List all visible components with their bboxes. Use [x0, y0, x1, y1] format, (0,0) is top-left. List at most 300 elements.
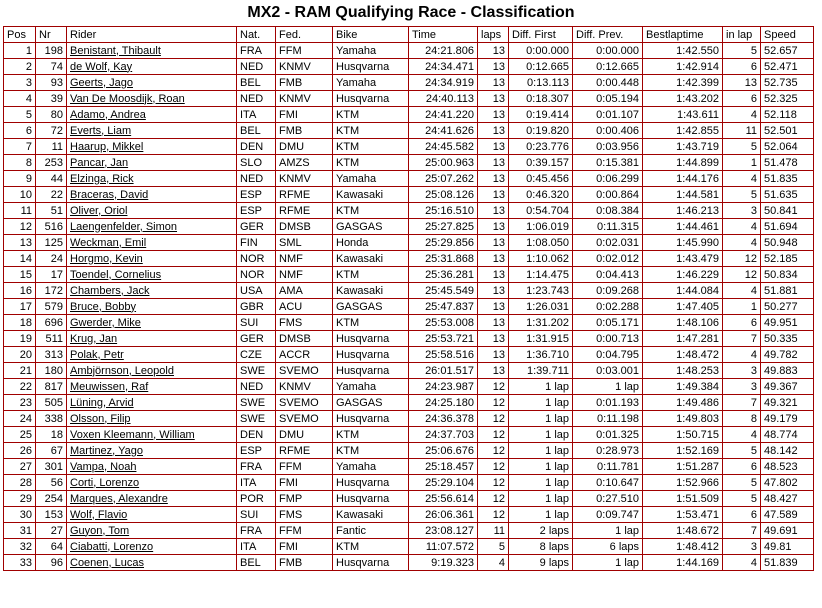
- diff-prev-cell: 0:02.288: [573, 299, 643, 315]
- in-lap-cell: 3: [723, 379, 761, 395]
- diff-first-cell: 1:31.202: [509, 315, 573, 331]
- time-cell: 24:41.220: [409, 107, 478, 123]
- rider-link[interactable]: Ambjörnson, Leopold: [67, 363, 237, 379]
- rider-link[interactable]: Marques, Alexandre: [67, 491, 237, 507]
- rider-link[interactable]: Geerts, Jago: [67, 75, 237, 91]
- fed-cell: FFM: [276, 459, 333, 475]
- nat-cell: DEN: [237, 139, 276, 155]
- laps-cell: 13: [478, 315, 509, 331]
- speed-cell: 51.694: [761, 219, 814, 235]
- table-row: [4, 491, 814, 507]
- bike-cell: GASGAS: [333, 299, 409, 315]
- rider-link[interactable]: Adamo, Andrea: [67, 107, 237, 123]
- diff-prev-cell: 1 lap: [573, 379, 643, 395]
- diff-first-cell: 1:23.743: [509, 283, 573, 299]
- rider-link[interactable]: Weckman, Emil: [67, 235, 237, 251]
- diff-first-cell: 1:26.031: [509, 299, 573, 315]
- rider-link[interactable]: Laengenfelder, Simon: [67, 219, 237, 235]
- results-table: [3, 26, 814, 571]
- nat-cell: SWE: [237, 363, 276, 379]
- laps-cell: 13: [478, 155, 509, 171]
- table-row: [4, 75, 814, 91]
- diff-prev-cell: 0:12.665: [573, 59, 643, 75]
- nr-cell: 44: [36, 171, 67, 187]
- rider-link[interactable]: Olsson, Filip: [67, 411, 237, 427]
- diff-first-cell: 1:08.050: [509, 235, 573, 251]
- table-row: [4, 203, 814, 219]
- pos-cell: 9: [4, 171, 36, 187]
- rider-link[interactable]: Guyon, Tom: [67, 523, 237, 539]
- fed-cell: FMI: [276, 475, 333, 491]
- pos-cell: 14: [4, 251, 36, 267]
- laps-cell: 13: [478, 91, 509, 107]
- table-row: [4, 107, 814, 123]
- table-row: [4, 155, 814, 171]
- speed-cell: 49.951: [761, 315, 814, 331]
- pos-cell: 25: [4, 427, 36, 443]
- in-lap-cell: 5: [723, 443, 761, 459]
- rider-link[interactable]: Toendel, Cornelius: [67, 267, 237, 283]
- table-row: [4, 331, 814, 347]
- nr-cell: 817: [36, 379, 67, 395]
- in-lap-cell: 11: [723, 123, 761, 139]
- in-lap-cell: 5: [723, 187, 761, 203]
- diff-first-cell: 0:54.704: [509, 203, 573, 219]
- nat-cell: BEL: [237, 555, 276, 571]
- rider-link[interactable]: Pancar, Jan: [67, 155, 237, 171]
- diff-first-cell: 2 laps: [509, 523, 573, 539]
- table-row: [4, 91, 814, 107]
- nr-cell: 51: [36, 203, 67, 219]
- laps-cell: 13: [478, 187, 509, 203]
- time-cell: 11:07.572: [409, 539, 478, 555]
- bike-cell: KTM: [333, 539, 409, 555]
- rider-link[interactable]: Krug, Jan: [67, 331, 237, 347]
- bestlaptime-cell: 1:42.399: [643, 75, 723, 91]
- nat-cell: SWE: [237, 395, 276, 411]
- table-row: [4, 507, 814, 523]
- pos-cell: 31: [4, 523, 36, 539]
- nat-cell: NOR: [237, 267, 276, 283]
- bike-cell: KTM: [333, 443, 409, 459]
- bike-cell: Husqvarna: [333, 475, 409, 491]
- time-cell: 24:21.806: [409, 43, 478, 59]
- laps-cell: 12: [478, 379, 509, 395]
- diff-first-cell: 1 lap: [509, 427, 573, 443]
- nr-cell: 511: [36, 331, 67, 347]
- fed-cell: DMU: [276, 139, 333, 155]
- time-cell: 25:36.281: [409, 267, 478, 283]
- fed-cell: FMB: [276, 555, 333, 571]
- nr-cell: 505: [36, 395, 67, 411]
- pos-cell: 11: [4, 203, 36, 219]
- laps-cell: 12: [478, 443, 509, 459]
- laps-cell: 12: [478, 395, 509, 411]
- table-row: [4, 43, 814, 59]
- nat-cell: BEL: [237, 75, 276, 91]
- fed-cell: KNMV: [276, 171, 333, 187]
- laps-cell: 13: [478, 203, 509, 219]
- table-row: [4, 363, 814, 379]
- column-header-diff-first: Diff. First: [509, 27, 573, 43]
- nat-cell: SLO: [237, 155, 276, 171]
- diff-first-cell: 1 lap: [509, 507, 573, 523]
- time-cell: 26:01.517: [409, 363, 478, 379]
- speed-cell: 50.948: [761, 235, 814, 251]
- in-lap-cell: 6: [723, 91, 761, 107]
- speed-cell: 49.782: [761, 347, 814, 363]
- pos-cell: 17: [4, 299, 36, 315]
- rider-link[interactable]: Lüning, Arvid: [67, 395, 237, 411]
- rider-link[interactable]: Haarup, Mikkel: [67, 139, 237, 155]
- in-lap-cell: 12: [723, 251, 761, 267]
- rider-link[interactable]: Polak, Petr: [67, 347, 237, 363]
- speed-cell: 50.834: [761, 267, 814, 283]
- nat-cell: GER: [237, 331, 276, 347]
- nr-cell: 56: [36, 475, 67, 491]
- in-lap-cell: 4: [723, 219, 761, 235]
- diff-first-cell: 8 laps: [509, 539, 573, 555]
- nr-cell: 67: [36, 443, 67, 459]
- bike-cell: KTM: [333, 155, 409, 171]
- rider-link[interactable]: Bruce, Bobby: [67, 299, 237, 315]
- nat-cell: NED: [237, 171, 276, 187]
- rider-link[interactable]: Corti, Lorenzo: [67, 475, 237, 491]
- time-cell: 9:19.323: [409, 555, 478, 571]
- laps-cell: 13: [478, 59, 509, 75]
- pos-cell: 33: [4, 555, 36, 571]
- column-header-fed: Fed.: [276, 27, 333, 43]
- results-body: [4, 43, 814, 571]
- diff-prev-cell: 1 lap: [573, 555, 643, 571]
- laps-cell: 12: [478, 507, 509, 523]
- nat-cell: DEN: [237, 427, 276, 443]
- speed-cell: 49.179: [761, 411, 814, 427]
- nat-cell: NED: [237, 59, 276, 75]
- column-header-pos: Pos: [4, 27, 36, 43]
- pos-cell: 3: [4, 75, 36, 91]
- rider-link[interactable]: Chambers, Jack: [67, 283, 237, 299]
- fed-cell: SVEMO: [276, 395, 333, 411]
- nr-cell: 17: [36, 267, 67, 283]
- nr-cell: 198: [36, 43, 67, 59]
- bestlaptime-cell: 1:47.281: [643, 331, 723, 347]
- pos-cell: 2: [4, 59, 36, 75]
- bestlaptime-cell: 1:47.405: [643, 299, 723, 315]
- diff-first-cell: 0:45.456: [509, 171, 573, 187]
- diff-prev-cell: 6 laps: [573, 539, 643, 555]
- nr-cell: 125: [36, 235, 67, 251]
- rider-link[interactable]: Wolf, Flavio: [67, 507, 237, 523]
- pos-cell: 29: [4, 491, 36, 507]
- diff-prev-cell: 0:10.647: [573, 475, 643, 491]
- nat-cell: SUI: [237, 315, 276, 331]
- time-cell: 24:45.582: [409, 139, 478, 155]
- table-row: [4, 347, 814, 363]
- pos-cell: 10: [4, 187, 36, 203]
- bestlaptime-cell: 1:44.581: [643, 187, 723, 203]
- diff-prev-cell: 0:02.012: [573, 251, 643, 267]
- in-lap-cell: 5: [723, 475, 761, 491]
- diff-prev-cell: 0:08.384: [573, 203, 643, 219]
- in-lap-cell: 4: [723, 283, 761, 299]
- time-cell: 25:56.614: [409, 491, 478, 507]
- nr-cell: 22: [36, 187, 67, 203]
- bestlaptime-cell: 1:51.509: [643, 491, 723, 507]
- time-cell: 25:29.104: [409, 475, 478, 491]
- speed-cell: 48.774: [761, 427, 814, 443]
- table-row: [4, 523, 814, 539]
- table-row: [4, 219, 814, 235]
- table-row: [4, 475, 814, 491]
- rider-link[interactable]: Voxen Kleemann, William: [67, 427, 237, 443]
- nat-cell: SUI: [237, 507, 276, 523]
- column-header-nr: Nr: [36, 27, 67, 43]
- speed-cell: 51.635: [761, 187, 814, 203]
- speed-cell: 47.802: [761, 475, 814, 491]
- nat-cell: ITA: [237, 107, 276, 123]
- in-lap-cell: 5: [723, 43, 761, 59]
- time-cell: 24:37.703: [409, 427, 478, 443]
- rider-link[interactable]: Van De Moosdijk, Roan: [67, 91, 237, 107]
- bestlaptime-cell: 1:48.106: [643, 315, 723, 331]
- bike-cell: KTM: [333, 267, 409, 283]
- nat-cell: ITA: [237, 475, 276, 491]
- speed-cell: 52.185: [761, 251, 814, 267]
- diff-prev-cell: 0:00.406: [573, 123, 643, 139]
- speed-cell: 50.335: [761, 331, 814, 347]
- rider-link[interactable]: Meuwissen, Raf: [67, 379, 237, 395]
- bestlaptime-cell: 1:53.471: [643, 507, 723, 523]
- bike-cell: Kawasaki: [333, 507, 409, 523]
- fed-cell: ACCR: [276, 347, 333, 363]
- laps-cell: 13: [478, 235, 509, 251]
- nat-cell: USA: [237, 283, 276, 299]
- diff-first-cell: 1:36.710: [509, 347, 573, 363]
- pos-cell: 28: [4, 475, 36, 491]
- laps-cell: 13: [478, 331, 509, 347]
- bestlaptime-cell: 1:44.169: [643, 555, 723, 571]
- rider-link[interactable]: Coenen, Lucas: [67, 555, 237, 571]
- in-lap-cell: 3: [723, 539, 761, 555]
- fed-cell: SML: [276, 235, 333, 251]
- table-row: [4, 59, 814, 75]
- nr-cell: 696: [36, 315, 67, 331]
- laps-cell: 13: [478, 251, 509, 267]
- nat-cell: GBR: [237, 299, 276, 315]
- nr-cell: 27: [36, 523, 67, 539]
- speed-cell: 52.501: [761, 123, 814, 139]
- laps-cell: 12: [478, 427, 509, 443]
- bestlaptime-cell: 1:43.202: [643, 91, 723, 107]
- speed-cell: 52.735: [761, 75, 814, 91]
- bike-cell: GASGAS: [333, 219, 409, 235]
- nat-cell: CZE: [237, 347, 276, 363]
- laps-cell: 12: [478, 475, 509, 491]
- bestlaptime-cell: 1:44.461: [643, 219, 723, 235]
- speed-cell: 49.367: [761, 379, 814, 395]
- nat-cell: SWE: [237, 411, 276, 427]
- nr-cell: 96: [36, 555, 67, 571]
- pos-cell: 32: [4, 539, 36, 555]
- laps-cell: 12: [478, 491, 509, 507]
- fed-cell: DMSB: [276, 331, 333, 347]
- time-cell: 24:34.471: [409, 59, 478, 75]
- nat-cell: FRA: [237, 459, 276, 475]
- bestlaptime-cell: 1:44.176: [643, 171, 723, 187]
- fed-cell: NMF: [276, 251, 333, 267]
- time-cell: 25:16.510: [409, 203, 478, 219]
- time-cell: 24:34.919: [409, 75, 478, 91]
- pos-cell: 4: [4, 91, 36, 107]
- fed-cell: SVEMO: [276, 411, 333, 427]
- rider-link[interactable]: Martinez, Yago: [67, 443, 237, 459]
- time-cell: 25:31.868: [409, 251, 478, 267]
- laps-cell: 13: [478, 171, 509, 187]
- in-lap-cell: 4: [723, 347, 761, 363]
- nat-cell: NOR: [237, 251, 276, 267]
- pos-cell: 22: [4, 379, 36, 395]
- rider-link[interactable]: Vampa, Noah: [67, 459, 237, 475]
- fed-cell: RFME: [276, 187, 333, 203]
- bike-cell: Kawasaki: [333, 283, 409, 299]
- nr-cell: 64: [36, 539, 67, 555]
- table-row: [4, 427, 814, 443]
- pos-cell: 20: [4, 347, 36, 363]
- laps-cell: 13: [478, 267, 509, 283]
- diff-prev-cell: 0:01.107: [573, 107, 643, 123]
- in-lap-cell: 4: [723, 107, 761, 123]
- rider-link[interactable]: Gwerder, Mike: [67, 315, 237, 331]
- page-title: MX2 - RAM Qualifying Race - Classification: [247, 4, 575, 21]
- bestlaptime-cell: 1:51.287: [643, 459, 723, 475]
- bestlaptime-cell: 1:49.486: [643, 395, 723, 411]
- time-cell: 24:23.987: [409, 379, 478, 395]
- nat-cell: BEL: [237, 123, 276, 139]
- time-cell: 24:36.378: [409, 411, 478, 427]
- nat-cell: NED: [237, 91, 276, 107]
- bike-cell: Yamaha: [333, 43, 409, 59]
- bestlaptime-cell: 1:43.479: [643, 251, 723, 267]
- diff-prev-cell: 0:27.510: [573, 491, 643, 507]
- time-cell: 25:06.676: [409, 443, 478, 459]
- speed-cell: 52.064: [761, 139, 814, 155]
- speed-cell: 50.277: [761, 299, 814, 315]
- nat-cell: FRA: [237, 523, 276, 539]
- speed-cell: 52.471: [761, 59, 814, 75]
- bestlaptime-cell: 1:43.719: [643, 139, 723, 155]
- rider-link[interactable]: Benistant, Thibault: [67, 43, 237, 59]
- time-cell: 25:07.262: [409, 171, 478, 187]
- fed-cell: SVEMO: [276, 363, 333, 379]
- rider-link[interactable]: de Wolf, Kay: [67, 59, 237, 75]
- laps-cell: 13: [478, 123, 509, 139]
- rider-link[interactable]: Ciabatti, Lorenzo: [67, 539, 237, 555]
- diff-prev-cell: 0:06.299: [573, 171, 643, 187]
- diff-prev-cell: 0:09.747: [573, 507, 643, 523]
- nr-cell: 18: [36, 427, 67, 443]
- diff-prev-cell: 0:00.000: [573, 43, 643, 59]
- bike-cell: Yamaha: [333, 459, 409, 475]
- table-row: [4, 171, 814, 187]
- table-row: [4, 235, 814, 251]
- nr-cell: 180: [36, 363, 67, 379]
- bike-cell: KTM: [333, 203, 409, 219]
- table-row: [4, 299, 814, 315]
- laps-cell: 13: [478, 299, 509, 315]
- header-row: [4, 27, 814, 43]
- bike-cell: Husqvarna: [333, 363, 409, 379]
- diff-first-cell: 1 lap: [509, 475, 573, 491]
- nr-cell: 313: [36, 347, 67, 363]
- bestlaptime-cell: 1:43.611: [643, 107, 723, 123]
- table-row: [4, 379, 814, 395]
- in-lap-cell: 7: [723, 395, 761, 411]
- bike-cell: Yamaha: [333, 75, 409, 91]
- bike-cell: Husqvarna: [333, 59, 409, 75]
- column-header-time: Time: [409, 27, 478, 43]
- column-header-in-lap: in lap: [723, 27, 761, 43]
- bestlaptime-cell: 1:49.384: [643, 379, 723, 395]
- fed-cell: FMS: [276, 507, 333, 523]
- nat-cell: ESP: [237, 443, 276, 459]
- bike-cell: KTM: [333, 107, 409, 123]
- diff-first-cell: 0:12.665: [509, 59, 573, 75]
- diff-prev-cell: 0:15.381: [573, 155, 643, 171]
- fed-cell: DMSB: [276, 219, 333, 235]
- rider-link[interactable]: Everts, Liam: [67, 123, 237, 139]
- diff-prev-cell: 0:04.413: [573, 267, 643, 283]
- diff-first-cell: 0:46.320: [509, 187, 573, 203]
- in-lap-cell: 1: [723, 299, 761, 315]
- bestlaptime-cell: 1:50.715: [643, 427, 723, 443]
- laps-cell: 13: [478, 107, 509, 123]
- rider-link[interactable]: Horgmo, Kevin: [67, 251, 237, 267]
- rider-link[interactable]: Braceras, David: [67, 187, 237, 203]
- nr-cell: 11: [36, 139, 67, 155]
- nr-cell: 301: [36, 459, 67, 475]
- bestlaptime-cell: 1:52.966: [643, 475, 723, 491]
- fed-cell: FMI: [276, 539, 333, 555]
- time-cell: 24:41.626: [409, 123, 478, 139]
- speed-cell: 51.835: [761, 171, 814, 187]
- bestlaptime-cell: 1:48.412: [643, 539, 723, 555]
- diff-prev-cell: 0:05.171: [573, 315, 643, 331]
- column-header-bestlaptime: Bestlaptime: [643, 27, 723, 43]
- nr-cell: 74: [36, 59, 67, 75]
- speed-cell: 51.839: [761, 555, 814, 571]
- in-lap-cell: 6: [723, 59, 761, 75]
- nr-cell: 93: [36, 75, 67, 91]
- rider-link[interactable]: Elzinga, Rick: [67, 171, 237, 187]
- pos-cell: 12: [4, 219, 36, 235]
- speed-cell: 52.118: [761, 107, 814, 123]
- laps-cell: 4: [478, 555, 509, 571]
- pos-cell: 27: [4, 459, 36, 475]
- speed-cell: 48.427: [761, 491, 814, 507]
- laps-cell: 13: [478, 43, 509, 59]
- nr-cell: 172: [36, 283, 67, 299]
- diff-first-cell: 1 lap: [509, 395, 573, 411]
- pos-cell: 26: [4, 443, 36, 459]
- table-row: [4, 539, 814, 555]
- nat-cell: FRA: [237, 43, 276, 59]
- bestlaptime-cell: 1:48.253: [643, 363, 723, 379]
- bike-cell: KTM: [333, 315, 409, 331]
- rider-link[interactable]: Oliver, Oriol: [67, 203, 237, 219]
- in-lap-cell: 5: [723, 139, 761, 155]
- laps-cell: 12: [478, 411, 509, 427]
